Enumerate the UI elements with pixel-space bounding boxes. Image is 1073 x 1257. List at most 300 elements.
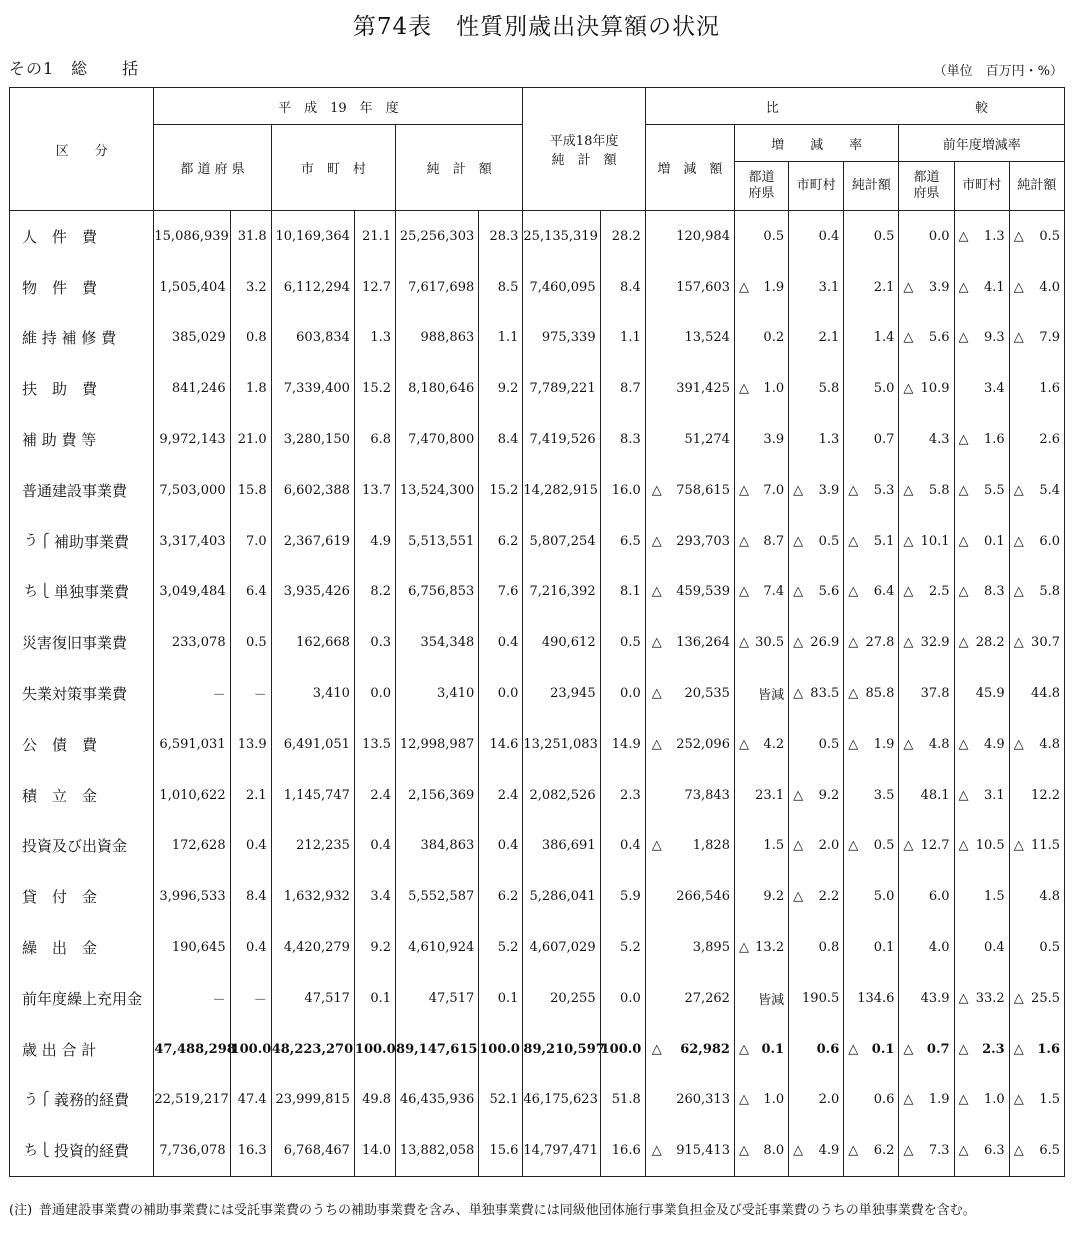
cell-value: 2.5: [928, 584, 950, 600]
triangle-icon: △: [738, 533, 749, 549]
cell-pref-pct: 7.0: [230, 516, 271, 567]
triangle-icon: △: [1013, 279, 1024, 295]
cell-p-net: [1009, 211, 1064, 262]
cell-value: 2.2: [818, 889, 840, 905]
cell-r-muni: 1.3: [789, 414, 844, 465]
cell-pref: 47,488,298: [154, 1024, 230, 1075]
cell-r-muni: 0.4: [789, 211, 844, 262]
triangle-icon: △: [1013, 330, 1024, 346]
row-label-text: 義務的経費: [54, 1091, 130, 1110]
triangle-icon: △: [793, 686, 804, 702]
triangle-icon: △: [738, 940, 749, 956]
cell-diff-sign: △: [651, 584, 662, 600]
triangle-icon: △: [793, 1143, 804, 1159]
cell-p-pref: [899, 262, 954, 313]
row-label-text: 物 件 費: [22, 278, 98, 297]
cell-diff-value: 293,703: [676, 533, 730, 549]
triangle-icon: △: [848, 736, 859, 752]
triangle-icon: △: [903, 330, 914, 346]
triangle-icon: △: [903, 1143, 914, 1159]
cell-r-pref: [734, 1024, 788, 1075]
footnote-label: (注): [9, 1203, 33, 1218]
cell-p-muni: 3.4: [954, 363, 1009, 414]
cell-value: 6.0: [1039, 533, 1060, 549]
cell-p-net: 2.6: [1009, 414, 1064, 465]
header-zennen-ritsu: 前年度増減率: [899, 125, 1065, 162]
cell-p-muni: [954, 465, 1009, 516]
cell-net-pct: 9.2: [479, 363, 523, 414]
cell-pref-pct: 0.4: [230, 922, 271, 973]
cell-net: 988,863: [396, 313, 479, 364]
cell-r-pref: [734, 617, 788, 668]
cell-prev-pct: 2.3: [600, 770, 645, 821]
row-label-text: 単独事業費: [54, 583, 130, 602]
cell-diff-value: 120,984: [676, 228, 730, 244]
cell-p-muni: [954, 821, 1009, 872]
cell-p-muni: [954, 617, 1009, 668]
cell-p-muni: [954, 516, 1009, 567]
cell-r-net: [844, 1024, 899, 1075]
cell-diff-sign: [646, 1092, 652, 1107]
cell-value: 0.5: [1039, 228, 1060, 244]
cell-value: 5.4: [1039, 482, 1060, 498]
cell-pref-pct: 0.5: [230, 617, 271, 668]
cell-value: 1.0: [763, 1092, 785, 1108]
cell-diff: [645, 617, 734, 668]
triangle-icon: △: [738, 1092, 749, 1108]
cell-value: 5.6: [928, 330, 950, 346]
cell-diff-value: 27,262: [684, 990, 730, 1006]
cell-p-muni: [954, 567, 1009, 618]
cell-r-net: [844, 668, 899, 719]
header-p-pref-1: 都道: [913, 170, 940, 185]
header-hikaku-hi: 比: [645, 88, 899, 125]
cell-net: 25,256,303: [396, 211, 479, 262]
cell-pref: －: [154, 973, 230, 1024]
triangle-icon: △: [903, 635, 914, 651]
cell-muni-pct: 12.7: [354, 262, 395, 313]
cell-r-pref: [734, 719, 788, 770]
cell-r-net: 0.7: [844, 414, 899, 465]
cell-muni: 603,834: [271, 313, 354, 364]
cell-diff-value: 459,539: [676, 584, 730, 600]
row-label: [10, 668, 154, 719]
cell-net-pct: 2.4: [479, 770, 523, 821]
cell-r-pref: 皆減: [734, 973, 788, 1024]
cell-value: 1.9: [763, 279, 785, 295]
header-zougen-ritsu: 増 減 率: [734, 125, 898, 162]
cell-r-pref: 23.1: [734, 770, 788, 821]
cell-diff: [645, 211, 734, 262]
cell-pref-pct: 13.9: [230, 719, 271, 770]
row-label: [10, 617, 154, 668]
triangle-icon: △: [1013, 838, 1024, 854]
cell-diff-sign: [646, 432, 652, 447]
cell-muni-pct: 0.0: [354, 668, 395, 719]
cell-r-pref: 9.2: [734, 871, 788, 922]
cell-p-pref: 43.9: [899, 973, 954, 1024]
triangle-icon: △: [848, 838, 859, 854]
cell-diff-value: 266,546: [676, 889, 730, 905]
cell-net-pct: 28.3: [479, 211, 523, 262]
cell-p-net: [1009, 465, 1064, 516]
row-label: [10, 567, 154, 618]
table-row: [10, 973, 1065, 1024]
cell-prev-pct: 0.5: [600, 617, 645, 668]
cell-value: 33.2: [975, 990, 1005, 1006]
brace-icon: ⎧: [40, 533, 50, 549]
cell-muni-pct: 3.4: [354, 871, 395, 922]
cell-prev-pct: 51.8: [600, 1075, 645, 1126]
cell-r-muni: [789, 617, 844, 668]
cell-p-muni: [954, 211, 1009, 262]
cell-muni: 212,235: [271, 821, 354, 872]
header-h19: 平 成 19 年 度: [154, 88, 523, 125]
cell-p-pref: [899, 516, 954, 567]
cell-net: 13,524,300: [396, 465, 479, 516]
triangle-icon: △: [738, 381, 749, 397]
cell-value: 6.5: [1039, 1143, 1060, 1159]
cell-muni: 6,768,467: [271, 1125, 354, 1176]
cell-muni-pct: 13.7: [354, 465, 395, 516]
cell-net: 3,410: [396, 668, 479, 719]
cell-muni-pct: 4.9: [354, 516, 395, 567]
cell-value: 13.2: [755, 940, 785, 956]
cell-diff-value: 51,274: [684, 432, 730, 448]
cell-r-pref: [734, 1075, 788, 1126]
cell-prev: 490,612: [523, 617, 600, 668]
cell-pref: 1,010,622: [154, 770, 230, 821]
cell-net-pct: 1.1: [479, 313, 523, 364]
header-kubun: 区 分: [10, 88, 154, 211]
triangle-icon: △: [958, 584, 969, 600]
cell-p-muni: [954, 414, 1009, 465]
cell-r-pref: [734, 516, 788, 567]
cell-p-pref: [899, 1125, 954, 1176]
triangle-icon: △: [958, 635, 969, 651]
cell-muni: 4,420,279: [271, 922, 354, 973]
triangle-icon: △: [848, 533, 859, 549]
cell-value: 26.9: [810, 635, 840, 651]
cell-r-net: [844, 719, 899, 770]
cell-net-pct: 0.4: [479, 821, 523, 872]
cell-diff-sign: [646, 788, 652, 803]
cell-value: 10.1: [920, 533, 950, 549]
cell-pref: 9,972,143: [154, 414, 230, 465]
cell-value: 8.3: [984, 584, 1005, 600]
row-label: [10, 871, 154, 922]
row-label: [10, 1075, 154, 1126]
row-label: [10, 414, 154, 465]
triangle-icon: △: [1013, 736, 1024, 752]
triangle-icon: △: [793, 533, 804, 549]
unit-label: （単位 百万円・%）: [933, 64, 1063, 79]
cell-pref: 385,029: [154, 313, 230, 364]
table-subtitle: その1 総 括: [9, 59, 140, 78]
cell-diff-sign: △: [651, 482, 662, 498]
cell-net-pct: 8.4: [479, 414, 523, 465]
cell-pref: 172,628: [154, 821, 230, 872]
triangle-icon: △: [848, 686, 859, 702]
cell-r-muni: 3.1: [789, 262, 844, 313]
row-label-text: 扶 助 費: [22, 380, 98, 399]
triangle-icon: △: [958, 482, 969, 498]
cell-prev: 23,945: [523, 668, 600, 719]
cell-p-pref: [899, 719, 954, 770]
cell-r-net: [844, 465, 899, 516]
cell-value: 0.5: [873, 838, 895, 854]
cell-net-pct: 6.2: [479, 871, 523, 922]
row-label: [10, 262, 154, 313]
cell-value: 7.4: [763, 584, 785, 600]
cell-muni: 1,145,747: [271, 770, 354, 821]
cell-pref-pct: －: [230, 668, 271, 719]
cell-value: 32.9: [920, 635, 950, 651]
cell-prev: 13,251,083: [523, 719, 600, 770]
cell-value: 5.3: [873, 482, 895, 498]
cell-muni-pct: 15.2: [354, 363, 395, 414]
row-label: [10, 516, 154, 567]
cell-value: 6.3: [984, 1143, 1005, 1159]
cell-diff-value: 915,413: [676, 1143, 730, 1159]
triangle-icon: △: [848, 584, 859, 600]
cell-r-muni: [789, 1125, 844, 1176]
cell-diff: [645, 770, 734, 821]
cell-r-pref: 皆減: [734, 668, 788, 719]
cell-value: 2.3: [982, 1041, 1005, 1057]
cell-pref: 15,086,939: [154, 211, 230, 262]
table-row: [10, 465, 1065, 516]
row-label: [10, 363, 154, 414]
cell-pref: 3,317,403: [154, 516, 230, 567]
cell-muni: 3,935,426: [271, 567, 354, 618]
cell-net-pct: 15.2: [479, 465, 523, 516]
triangle-icon: △: [738, 736, 749, 752]
cell-diff: [645, 922, 734, 973]
cell-prev-pct: 8.3: [600, 414, 645, 465]
triangle-icon: △: [903, 1041, 914, 1057]
cell-net-pct: 8.5: [479, 262, 523, 313]
cell-pref: 22,519,217: [154, 1075, 230, 1126]
cell-muni-pct: 100.0: [354, 1024, 395, 1075]
triangle-icon: △: [1013, 584, 1024, 600]
cell-diff-value: 252,096: [676, 736, 730, 752]
triangle-icon: △: [793, 635, 804, 651]
table-row: [10, 313, 1065, 364]
cell-muni-pct: 13.5: [354, 719, 395, 770]
cell-muni: 6,602,388: [271, 465, 354, 516]
cell-r-muni: 0.6: [789, 1024, 844, 1075]
cell-prev: 7,419,526: [523, 414, 600, 465]
cell-pref: 3,996,533: [154, 871, 230, 922]
cell-pref-pct: 16.3: [230, 1125, 271, 1176]
row-label: [10, 922, 154, 973]
cell-value: 5.5: [984, 482, 1005, 498]
triangle-icon: △: [848, 482, 859, 498]
cell-p-pref: [899, 363, 954, 414]
header-hikaku-kaku: 較: [899, 88, 1065, 125]
triangle-icon: △: [958, 838, 969, 854]
cell-r-net: 0.1: [844, 922, 899, 973]
cell-prev-pct: 0.0: [600, 668, 645, 719]
cell-value: 7.9: [1039, 330, 1060, 346]
row-label-text: 歳 出 合 計: [22, 1040, 97, 1059]
cell-value: 8.0: [763, 1143, 785, 1159]
cell-r-muni: 5.8: [789, 363, 844, 414]
row-label-text: 前年度繰上充用金: [22, 989, 143, 1008]
cell-net: 4,610,924: [396, 922, 479, 973]
header-p-pref: [899, 162, 954, 211]
cell-value: 4.2: [763, 736, 785, 752]
cell-r-muni: [789, 465, 844, 516]
cell-r-muni: [789, 871, 844, 922]
cell-p-net: 0.5: [1009, 922, 1064, 973]
cell-p-muni: 45.9: [954, 668, 1009, 719]
cell-muni-pct: 14.0: [354, 1125, 395, 1176]
cell-p-muni: 1.5: [954, 871, 1009, 922]
cell-net-pct: 7.6: [479, 567, 523, 618]
row-label-text: 投資及び出資金: [22, 837, 128, 856]
cell-value: 1.6: [1037, 1041, 1060, 1057]
cell-diff: [645, 1125, 734, 1176]
cell-r-pref: [734, 465, 788, 516]
cell-muni-pct: 9.2: [354, 922, 395, 973]
cell-net: 13,882,058: [396, 1125, 479, 1176]
header-h18: [523, 88, 645, 211]
cell-diff: [645, 821, 734, 872]
cell-prev-pct: 16.0: [600, 465, 645, 516]
cell-value: 1.0: [984, 1092, 1005, 1108]
cell-net: 2,156,369: [396, 770, 479, 821]
cell-value: 25.5: [1031, 990, 1060, 1006]
cell-value: 4.8: [1039, 736, 1060, 752]
cell-prev: 14,282,915: [523, 465, 600, 516]
table-row: [10, 1125, 1065, 1176]
cell-net-pct: 14.6: [479, 719, 523, 770]
cell-value: 11.5: [1031, 838, 1060, 854]
triangle-icon: △: [1013, 533, 1024, 549]
cell-diff-sign: [646, 991, 652, 1006]
cell-p-muni: [954, 1125, 1009, 1176]
cell-diff: [645, 414, 734, 465]
cell-r-muni: [789, 821, 844, 872]
cell-value: 5.1: [873, 533, 895, 549]
triangle-icon: △: [958, 330, 969, 346]
cell-diff: [645, 871, 734, 922]
triangle-icon: △: [903, 279, 914, 295]
cell-r-muni: [789, 668, 844, 719]
cell-net: 7,470,800: [396, 414, 479, 465]
cell-pref-pct: 100.0: [230, 1024, 271, 1075]
cell-value: 10.5: [975, 838, 1005, 854]
cell-r-muni: 2.1: [789, 313, 844, 364]
cell-r-muni: [789, 516, 844, 567]
cell-prev: 89,210,597: [523, 1024, 600, 1075]
uchi-mark: う: [24, 533, 38, 550]
table-row: [10, 1024, 1065, 1075]
brace-icon: ⎩: [40, 584, 50, 600]
cell-prev: 14,797,471: [523, 1125, 600, 1176]
cell-p-muni: [954, 262, 1009, 313]
cell-value: 6.4: [873, 584, 895, 600]
expenditure-table: [9, 87, 1065, 1177]
cell-diff-sign: [646, 229, 652, 244]
cell-net: 5,552,587: [396, 871, 479, 922]
cell-value: 0.1: [984, 533, 1005, 549]
cell-p-net: [1009, 821, 1064, 872]
cell-muni: 3,280,150: [271, 414, 354, 465]
cell-diff: [645, 465, 734, 516]
triangle-icon: △: [903, 533, 914, 549]
cell-value: 0.7: [926, 1041, 950, 1057]
triangle-icon: △: [793, 838, 804, 854]
row-label: [10, 313, 154, 364]
cell-muni-pct: 0.3: [354, 617, 395, 668]
cell-r-muni: 0.5: [789, 719, 844, 770]
header-r-pref-2: 府県: [748, 186, 775, 201]
row-label: [10, 211, 154, 262]
cell-prev-pct: 14.9: [600, 719, 645, 770]
cell-p-pref: [899, 567, 954, 618]
row-label: [10, 1125, 154, 1176]
triangle-icon: △: [903, 1092, 914, 1108]
cell-value: 85.8: [865, 686, 895, 702]
cell-value: 30.5: [755, 635, 785, 651]
cell-p-net: [1009, 1024, 1064, 1075]
cell-r-net: [844, 1125, 899, 1176]
header-todofuken: 都 道 府 県: [154, 125, 271, 211]
cell-diff-sign: △: [651, 533, 662, 549]
cell-pref-pct: 21.0: [230, 414, 271, 465]
cell-value: 4.8: [928, 736, 950, 752]
cell-diff-sign: △: [651, 736, 662, 752]
cell-p-net: 12.2: [1009, 770, 1064, 821]
footnote-text: 普通建設事業費の補助事業費には受託事業費のうちの補助事業費を含み、単独事業費には同級他団体施行事業負担金及び受託事業費のうちの単独事業費を含む。: [39, 1203, 976, 1218]
cell-p-muni: [954, 719, 1009, 770]
cell-diff-sign: △: [651, 838, 662, 854]
table-row: [10, 516, 1065, 567]
cell-value: 0.1: [761, 1041, 785, 1057]
cell-diff-value: 157,603: [676, 279, 730, 295]
cell-value: 7.0: [763, 482, 785, 498]
header-r-pref-1: 都道: [748, 170, 775, 185]
cell-net-pct: 0.0: [479, 668, 523, 719]
table-row: [10, 363, 1065, 414]
cell-net-pct: 0.4: [479, 617, 523, 668]
cell-prev: 20,255: [523, 973, 600, 1024]
cell-prev: 4,607,029: [523, 922, 600, 973]
row-label: [10, 973, 154, 1024]
cell-p-muni: 0.4: [954, 922, 1009, 973]
triangle-icon: △: [903, 838, 914, 854]
table-row: [10, 821, 1065, 872]
cell-value: 30.7: [1031, 635, 1060, 651]
cell-value: 1.6: [984, 432, 1005, 448]
cell-muni-pct: 0.1: [354, 973, 395, 1024]
triangle-icon: △: [1013, 990, 1024, 1006]
cell-diff-value: 391,425: [676, 381, 730, 397]
row-label: [10, 770, 154, 821]
cell-pref-pct: 0.8: [230, 313, 271, 364]
triangle-icon: △: [738, 1143, 749, 1159]
triangle-icon: △: [958, 787, 969, 803]
cell-value: 10.9: [920, 381, 950, 397]
header-h18-line1: 平成18年度: [549, 134, 619, 149]
cell-net: 8,180,646: [396, 363, 479, 414]
table-row: [10, 211, 1065, 262]
triangle-icon: △: [1013, 482, 1024, 498]
cell-net: 46,435,936: [396, 1075, 479, 1126]
